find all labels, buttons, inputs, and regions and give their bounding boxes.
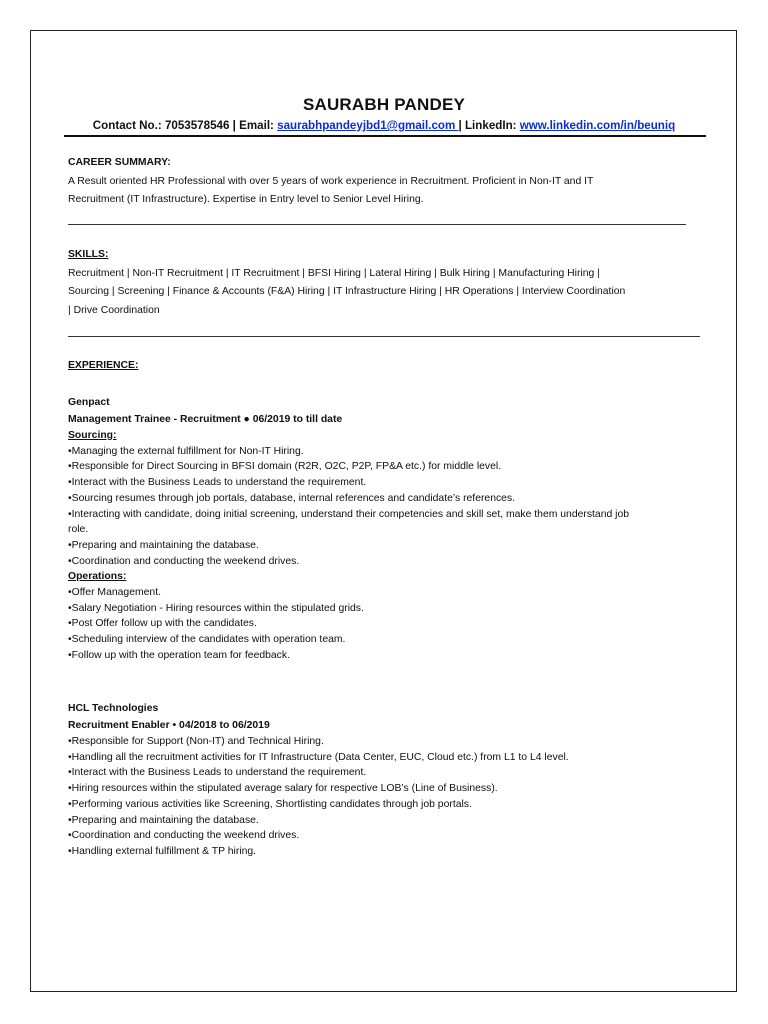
summary-divider (68, 224, 686, 225)
duty-item: •Handling all the recruitment activities for IT Infrastructure (Data Center, EUC, Cloud etc.) from L1 to L4 level. (68, 751, 569, 763)
contact-line (0, 119, 768, 132)
contact-label: Contact No.: (92, 119, 165, 132)
job-title: Management Trainee - Recruitment ● 06/2019 to till date (68, 414, 343, 425)
job-title: Recruitment Enabler • 04/2018 to 06/2019 (68, 720, 270, 731)
duty-item: •Sourcing resumes through job portals, database, internal references and candidate’s references. (68, 492, 516, 504)
duty-item: •Handling external fulfillment & TP hiring. (68, 845, 257, 857)
duty-item: •Managing the external fulfillment for Non-IT Hiring. (68, 445, 304, 457)
summary-line: A Result oriented HR Professional with over 5 years of work experience in Recruitment. Proficient in Non-IT and IT (68, 175, 594, 187)
duty-item: •Interact with the Business Leads to understand the requirement. (68, 767, 367, 779)
duty-item: •Preparing and maintaining the database. (68, 814, 259, 826)
duty-item: •Coordination and conducting the weekend drives. (68, 555, 300, 567)
header-divider (64, 135, 706, 137)
duty-item: •Performing various activities like Screening, Shortlisting candidates through job portals. (68, 798, 472, 810)
summary-line: Recruitment (IT Infrastructure). Expertise in Entry level to Senior Level Hiring. (68, 194, 424, 205)
skills-divider (68, 336, 700, 337)
skills-section (68, 246, 698, 320)
linkedin-label: | LinkedIn: (458, 119, 520, 132)
email-label: | Email: (229, 119, 278, 132)
duty-item: •Offer Management. (68, 587, 161, 599)
duty-item: •Coordination and conducting the weekend drives. (68, 830, 300, 842)
skills-line: Sourcing | Screening | Finance & Accounts (F&A) Hiring | IT Infrastructure Hiring | HR Operations | Interview Coordination (68, 286, 626, 297)
duty-item: •Salary Negotiation - Hiring resources within the stipulated grids. (68, 602, 364, 614)
company-name: Genpact (68, 397, 110, 408)
duty-item: role. (68, 524, 89, 536)
duty-item: •Post Offer follow up with the candidates. (68, 618, 257, 630)
career-summary-section (68, 154, 698, 210)
job-genpact (68, 394, 698, 664)
operations-heading: Operations: (68, 571, 127, 583)
duty-item: •Hiring resources within the stipulated average salary for respective LOB’s (Line of Business). (68, 783, 498, 795)
skills-line: | Drive Coordination (68, 304, 160, 316)
email-link[interactable]: saurabhpandeyjbd1@gmail.com (277, 119, 459, 132)
experience-section-heading-wrap (68, 357, 698, 376)
experience-heading: EXPERIENCE: (68, 360, 139, 371)
candidate-name: SAURABH PANDEY (302, 95, 466, 114)
duty-item: •Responsible for Support (Non-IT) and Technical Hiring. (68, 736, 324, 747)
duty-item: •Follow up with the operation team for feedback. (68, 649, 290, 661)
skills-heading: SKILLS: (68, 249, 109, 260)
job-hcl (68, 700, 698, 860)
sourcing-heading: Sourcing: (68, 430, 117, 441)
company-name: HCL Technologies (68, 703, 159, 714)
duty-item: •Interacting with candidate, doing initial screening, understand their competencies and skill set, make them understand job (68, 508, 630, 520)
phone-number: 7053578546 (164, 119, 230, 132)
career-summary-heading: CAREER SUMMARY: (68, 157, 171, 168)
skills-line: Recruitment | Non-IT Recruitment | IT Recruitment | BFSI Hiring | Lateral Hiring | Bulk Hiring | Manufacturing Hiring | (68, 267, 600, 279)
linkedin-link[interactable]: www.linkedin.com/in/beuniq (519, 119, 676, 132)
duty-item: •Preparing and maintaining the database. (68, 539, 259, 551)
duty-item: •Scheduling interview of the candidates with operation team. (68, 634, 346, 646)
duty-item: •Interact with the Business Leads to understand the requirement. (68, 477, 367, 489)
duty-item: •Responsible for Direct Sourcing in BFSI domain (R2R, O2C, P2P, FP&A etc.) for middle level. (68, 461, 502, 473)
